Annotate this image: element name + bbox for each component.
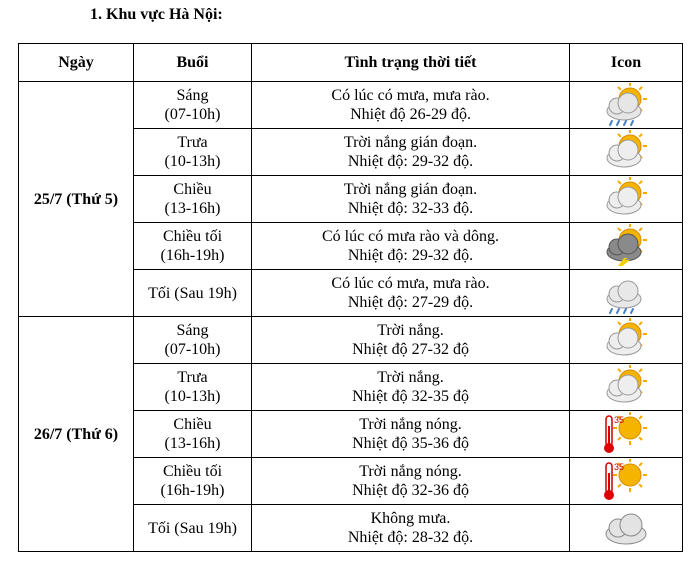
icon-cell bbox=[570, 82, 683, 129]
day-cell: 26/7 (Thứ 6) bbox=[19, 317, 134, 552]
condition-text: Nhiệt độ 35-36 độ bbox=[352, 435, 469, 452]
session-cell bbox=[134, 411, 252, 458]
condition-text: Nhiệt độ: 29-32 độ. bbox=[347, 247, 474, 264]
session-label: Chiều bbox=[173, 181, 212, 198]
session-cell bbox=[134, 458, 252, 505]
svg-text:35: 35 bbox=[614, 462, 625, 472]
condition-cell bbox=[252, 82, 570, 129]
session-label: Chiều tối bbox=[162, 463, 223, 480]
table-row bbox=[19, 82, 683, 129]
sun-cloud-icon bbox=[600, 318, 652, 362]
condition-cell bbox=[252, 317, 570, 364]
condition-text: Có lúc có mưa, mưa rào. bbox=[331, 275, 490, 292]
session-cell bbox=[134, 317, 252, 364]
icon-cell bbox=[570, 129, 683, 176]
session-label: Chiều tối bbox=[162, 228, 223, 245]
svg-text:35: 35 bbox=[614, 415, 625, 425]
condition-cell bbox=[252, 270, 570, 317]
session-label: Tối (Sau 19h) bbox=[148, 519, 237, 537]
condition-text: Trời nắng nóng. bbox=[359, 416, 462, 433]
session-label: Chiều bbox=[173, 416, 212, 433]
icon-cell bbox=[570, 176, 683, 223]
column-header-icon: Icon bbox=[570, 44, 683, 82]
icon-cell bbox=[570, 458, 683, 505]
session-label: (10-13h) bbox=[164, 153, 221, 170]
table-header-row bbox=[19, 44, 683, 82]
session-label: (13-16h) bbox=[164, 435, 221, 452]
weather-table bbox=[18, 43, 683, 552]
icon-cell bbox=[570, 223, 683, 270]
session-cell bbox=[134, 223, 252, 270]
session-label: Trưa bbox=[177, 369, 208, 386]
condition-text: Nhiệt độ: 28-32 độ. bbox=[347, 529, 474, 546]
session-cell bbox=[134, 129, 252, 176]
column-header-condition: Tình trạng thời tiết bbox=[252, 44, 570, 82]
session-label: (10-13h) bbox=[164, 388, 221, 405]
table-row bbox=[19, 317, 683, 364]
icon-cell bbox=[570, 270, 683, 317]
condition-text: Trời nắng nóng. bbox=[359, 463, 462, 480]
condition-text: Trời nắng. bbox=[377, 322, 444, 339]
icon-cell bbox=[570, 411, 683, 458]
sun-cloud-icon bbox=[600, 177, 652, 221]
icon-cell bbox=[570, 505, 683, 552]
hot-thermometer-icon bbox=[600, 412, 652, 456]
session-cell bbox=[134, 270, 252, 317]
condition-cell bbox=[252, 176, 570, 223]
condition-text: Có lúc có mưa rào và dông. bbox=[321, 228, 500, 245]
sun-cloud-icon bbox=[600, 130, 652, 174]
column-header-session: Buổi bbox=[134, 44, 252, 82]
condition-cell bbox=[252, 223, 570, 270]
condition-text: Trời nắng. bbox=[377, 369, 444, 386]
cloud-rain-icon bbox=[600, 271, 652, 315]
icon-cell bbox=[570, 364, 683, 411]
session-label: (07-10h) bbox=[164, 341, 221, 358]
sun-cloud-rain-icon bbox=[600, 83, 652, 127]
condition-text: Nhiệt độ 32-36 độ bbox=[352, 482, 469, 499]
column-header-day: Ngày bbox=[19, 44, 134, 82]
session-cell bbox=[134, 364, 252, 411]
condition-text: Nhiệt độ 27-32 độ bbox=[352, 341, 469, 358]
day-cell: 25/7 (Thứ 5) bbox=[19, 82, 134, 317]
session-label: Sáng bbox=[176, 322, 209, 339]
condition-text: Không mưa. bbox=[370, 510, 451, 527]
session-label: (16h-19h) bbox=[160, 247, 225, 264]
icon-cell bbox=[570, 317, 683, 364]
condition-cell bbox=[252, 505, 570, 552]
section-heading: 1. Khu vực Hà Nội: bbox=[90, 6, 223, 23]
session-label: Tối (Sau 19h) bbox=[148, 284, 237, 302]
condition-cell bbox=[252, 411, 570, 458]
condition-cell bbox=[252, 129, 570, 176]
session-label: Sáng bbox=[176, 87, 209, 104]
session-label: (13-16h) bbox=[164, 200, 221, 217]
condition-cell bbox=[252, 458, 570, 505]
hot-thermometer-icon bbox=[600, 459, 652, 503]
session-label: Trưa bbox=[177, 134, 208, 151]
cloud-icon bbox=[600, 506, 652, 550]
session-label: (07-10h) bbox=[164, 106, 221, 123]
condition-text: Nhiệt độ: 29-32 độ. bbox=[347, 153, 474, 170]
condition-text: Trời nắng gián đoạn. bbox=[343, 134, 478, 151]
condition-text: Nhiệt độ 32-35 độ bbox=[352, 388, 469, 405]
condition-text: Nhiệt độ: 27-29 độ. bbox=[347, 294, 474, 311]
condition-cell bbox=[252, 364, 570, 411]
condition-text: Nhiệt độ: 32-33 độ. bbox=[347, 200, 474, 217]
session-cell bbox=[134, 505, 252, 552]
condition-text: Nhiệt độ 26-29 độ. bbox=[350, 106, 471, 123]
thunderstorm-icon bbox=[600, 224, 652, 268]
session-cell bbox=[134, 82, 252, 129]
sun-cloud-icon bbox=[600, 365, 652, 409]
condition-text: Trời nắng gián đoạn. bbox=[343, 181, 478, 198]
session-label: (16h-19h) bbox=[160, 482, 225, 499]
condition-text: Có lúc có mưa, mưa rào. bbox=[331, 87, 490, 104]
session-cell bbox=[134, 176, 252, 223]
